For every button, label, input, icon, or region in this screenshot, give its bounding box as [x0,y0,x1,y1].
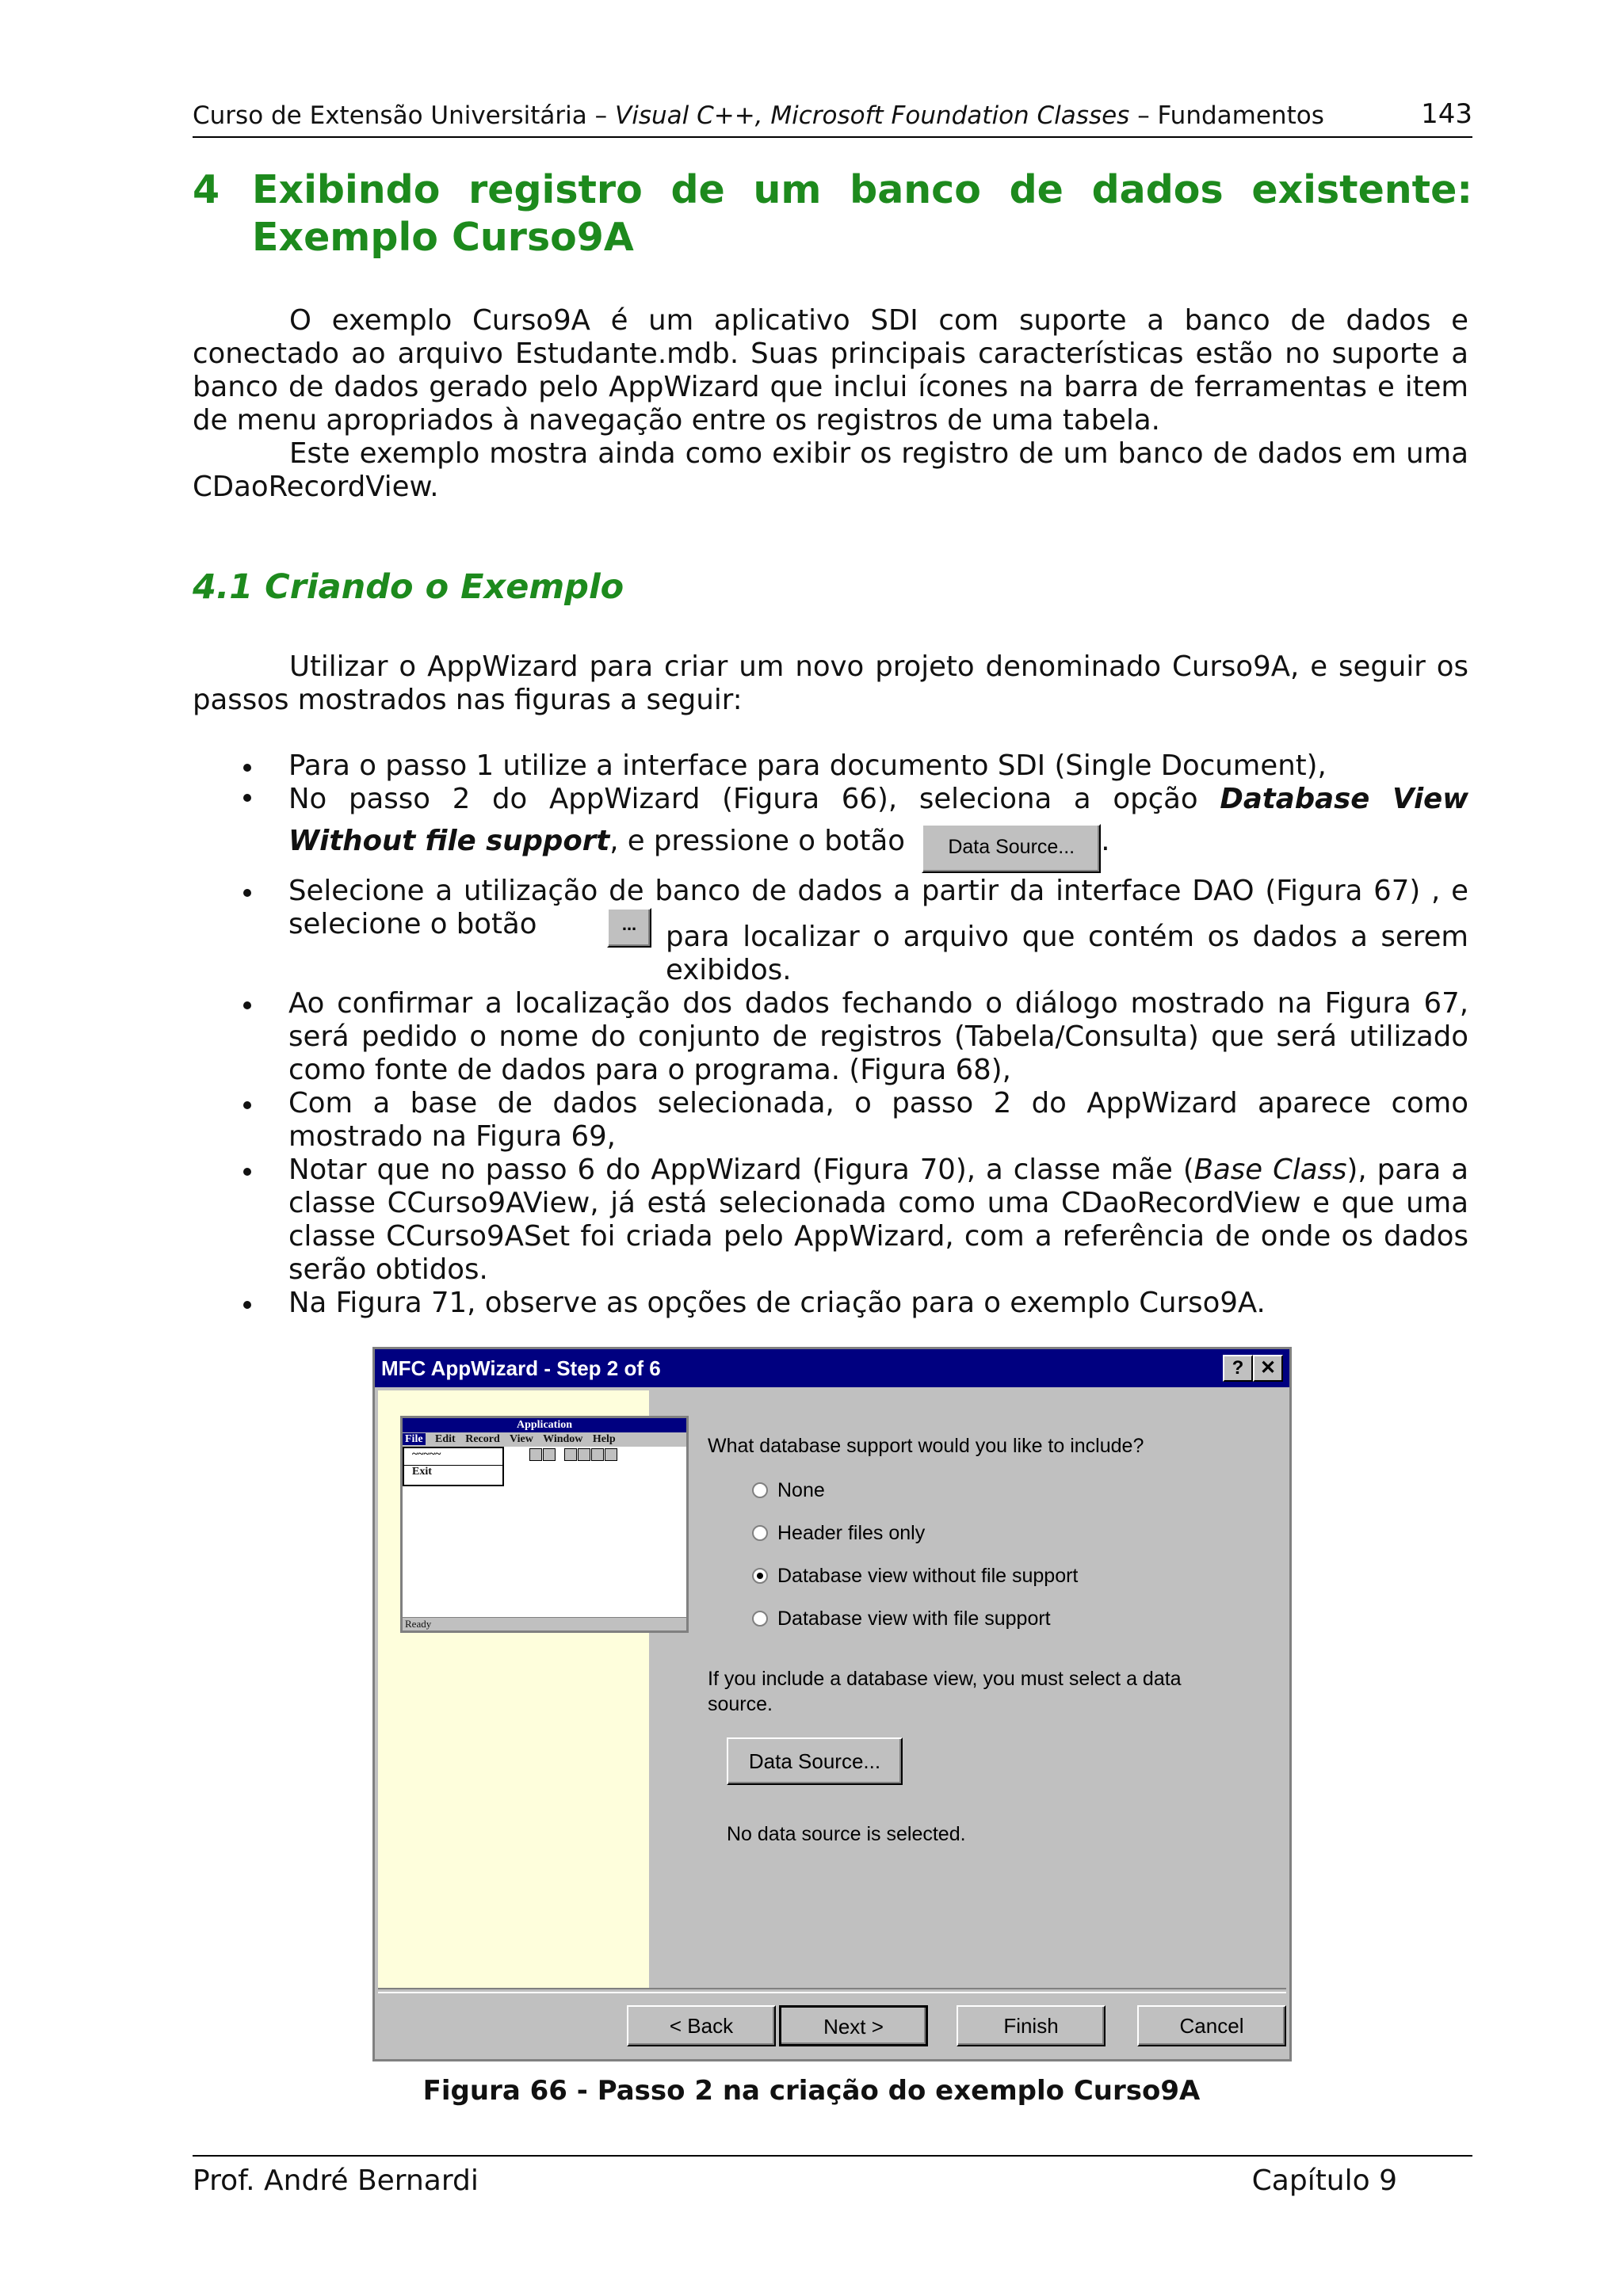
radio-header-files-label[interactable]: Header files only [777,1522,926,1544]
mini-menu-view: View [510,1433,533,1445]
page-number: 143 [1421,98,1472,130]
mini-record-toolbar [529,1448,618,1464]
subsection-heading: 4.1 Criando o Exemplo [193,567,624,607]
bullet-item-4 [288,987,1468,1087]
mini-app-menubar [403,1432,686,1447]
appwizard-dialog [372,1347,1292,2061]
subsection-intro: Utilizar o AppWizard para criar um novo projeto denominado Curso9A, e seguir os passos mostrados nas figuras a seguir: [193,650,1468,716]
toolbar-button-icon [543,1448,556,1461]
bullet-item-1 [288,749,1468,783]
header-course: Curso de Extensão Universitária [193,101,587,130]
title-word: Exibindo [252,167,441,212]
inline-browse-button: ... [607,908,651,948]
bullet-text: Na Figura 71, observe as opções de criação para o exemplo Curso9A. [288,1287,1266,1319]
radio-header-files[interactable] [752,1525,768,1541]
bullet-3-line-2-tail [666,921,1468,987]
radio-db-view-file[interactable] [752,1611,768,1627]
mini-menu-window: Window [543,1433,583,1445]
header-topic: Fundamentos [1157,101,1324,130]
bullet-dot [243,1001,251,1009]
mini-app-title: Application [403,1418,686,1432]
finish-button[interactable]: Finish [957,2005,1106,2046]
footer-chapter: Capítulo 9 [1251,2164,1397,2197]
radio-none-label[interactable]: None [777,1479,825,1501]
title-word: de [1009,167,1064,212]
mini-menu-edit: Edit [435,1433,456,1445]
data-source-note: If you include a database view, you must select a data source. [708,1668,1182,1715]
header-course-line [193,101,1324,130]
bullet-text: Notar que no passo 6 do AppWizard (Figura 70), a classe mãe ( [288,1154,1194,1186]
title-word: dados [1091,167,1224,212]
bullet-text: Para o passo 1 utilize a interface para documento SDI (Single Document), [288,749,1327,782]
section-number: 4 [193,167,220,212]
bullet-dot [243,764,251,772]
title-word: registro [468,167,643,212]
title-word: existente: [1251,167,1472,212]
mini-menu-record: Record [465,1433,500,1445]
dialog-titlebar [375,1349,1289,1387]
bullet-dot [243,1301,251,1309]
mini-menu-file: File [403,1433,426,1445]
bullet-dot [243,889,251,897]
toolbar-button-icon [529,1448,542,1461]
mini-drop-item: ~~~~~ [404,1448,502,1466]
bullet-dot [243,1101,251,1109]
radio-db-view-file-label[interactable]: Database view with file support [777,1608,1051,1630]
section-title-line-1 [252,166,1472,214]
bullet-2-line-2: Without file support, e pressione o botão Data Source... . [288,818,1468,873]
nav-next-icon [591,1448,604,1461]
mini-menu-help: Help [592,1433,616,1445]
radio-db-view-no-file-label[interactable]: Database view without file support [777,1565,1079,1587]
radio-db-view-no-file[interactable] [752,1568,768,1584]
data-source-status: No data source is selected. [727,1823,966,1845]
bullet-item-5 [288,1087,1468,1154]
inline-data-source-button: Data Source... [922,824,1101,873]
bullet-item-2 [288,783,1468,873]
nav-prev-icon [578,1448,590,1461]
radio-none[interactable] [752,1482,768,1498]
intro-paragraph-2: Este exemplo mostra ainda como exibir os registro de um banco de dados em uma CDaoRecordView. [193,437,1468,503]
bullet-dot [243,794,251,802]
bullet-text: . [1101,825,1110,857]
database-support-question: What database support would you like to include? [708,1435,1144,1457]
title-word: banco [850,167,981,212]
bullet-2-line-1: No passo 2 do AppWizard (Figura 66), seleciona a opção Database View [288,783,1468,815]
section-title-line-2: Exemplo Curso9A [252,215,634,260]
bullet-item-7 [288,1287,1468,1320]
mini-file-dropdown [403,1447,504,1486]
mini-drop-exit: Exit [412,1466,432,1478]
next-button[interactable]: Next > [779,2005,928,2046]
bullet-item-6 [288,1154,1468,1287]
base-class-italic: Base Class [1193,1154,1347,1186]
running-footer [193,2155,1472,2197]
nav-last-icon [605,1448,617,1461]
header-subject: Visual C++, Microsoft Foundation Classes [615,101,1130,130]
bullet-text: , e pressione o botão [609,825,905,857]
inline-browse-button-wrap [607,908,651,948]
close-button[interactable]: ✕ [1253,1355,1283,1382]
header-dash-2: – [1137,101,1150,130]
bullet-text: Selecione a utilização de banco de dados a partir da interface DAO (Figura 67) , e selecione o botão [288,875,1468,940]
back-button[interactable]: < Back [627,2005,776,2046]
bullet-text: Ao confirmar a localização dos dados fechando o diálogo mostrado na Figura 67, será pedido o nome do conjunto de registros (Tabela/Consulta) que será utilizado como fonte de dados para o programa. (Figura 68), [288,987,1468,1086]
data-source-button[interactable]: Data Source... [727,1737,903,1785]
bullet-text: ), para a classe CCurso9AView, já está selecionada como uma CDaoRecordView e que uma classe CCurso9ASet foi criada pelo AppWizard, com a referência de onde os dados serão obtidos. [288,1154,1468,1286]
header-dash-1: – [594,101,608,130]
footer-author: Prof. André Bernardi [193,2164,479,2197]
dialog-title: MFC AppWizard - Step 2 of 6 [381,1356,661,1380]
mini-status-bar: Ready [403,1617,686,1630]
bullet-text: Com a base de dados selecionada, o passo 2 do AppWizard aparece como mostrado na Figura 69, [288,1087,1468,1153]
bullet-text: para localizar o arquivo que contém os dados a serem exibidos. [666,921,1468,986]
title-word: de [670,167,725,212]
dialog-separator [378,1988,1286,1993]
mini-application-window [400,1416,689,1633]
intro-paragraph-1: O exemplo Curso9A é um aplicativo SDI com suporte a banco de dados e conectado ao arquivo Estudante.mdb. Suas principais características estão no suporte a banco de dados gerado pelo AppWizard que inclui ícones na barra de ferramentas e item de menu apropriados à navegação entre os registros de uma tabela. [193,304,1468,437]
nav-first-icon [564,1448,577,1461]
cancel-button[interactable]: Cancel [1137,2005,1286,2046]
running-header [193,98,1472,138]
figure-caption: Figura 66 - Passo 2 na criação do exemplo Curso9A [422,2075,1201,2107]
help-button[interactable]: ? [1223,1355,1253,1382]
bullet-dot [243,1168,251,1176]
title-word: um [753,167,822,212]
bullet-text: No passo 2 do AppWizard (Figura 66), seleciona a opção [288,783,1220,815]
